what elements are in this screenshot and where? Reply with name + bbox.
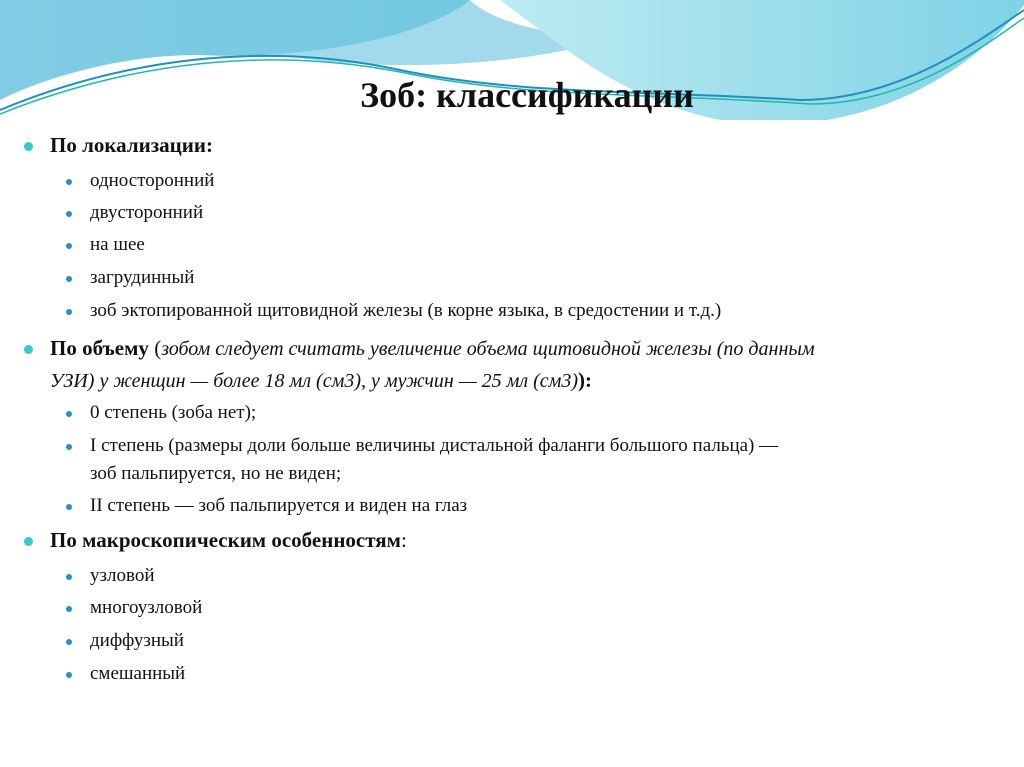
section-note-line bbox=[50, 368, 592, 393]
paren: ): bbox=[578, 368, 593, 392]
section-heading: По макроскопическим особенностям bbox=[50, 528, 401, 552]
section-heading: По объему bbox=[50, 336, 149, 360]
section-heading-line bbox=[50, 336, 815, 361]
slide-title: Зоб: классификации bbox=[360, 75, 694, 115]
bullet-icon bbox=[66, 276, 72, 282]
paren: ( bbox=[148, 336, 162, 360]
section-note: УЗИ) у женщин — более 18 мл (см3), у мужчин — 25 мл (см3) bbox=[50, 370, 579, 392]
list-item: II степень — зоб пальпируется и виден на глаз bbox=[90, 495, 468, 516]
bullet-icon bbox=[66, 672, 72, 678]
bullet-icon bbox=[66, 179, 72, 185]
colon: : bbox=[400, 528, 407, 552]
section-heading-line bbox=[50, 528, 407, 553]
bullet-icon bbox=[24, 537, 33, 546]
bullet-icon bbox=[66, 211, 72, 217]
bullet-icon bbox=[66, 504, 72, 510]
list-item: I степень (размеры доли больше величины дистальной фаланги большого пальца) — bbox=[90, 435, 779, 456]
bullet-icon bbox=[66, 574, 72, 580]
bullet-icon bbox=[66, 243, 72, 249]
bullet-icon bbox=[24, 345, 33, 354]
bullet-icon bbox=[66, 411, 72, 417]
list-item: многоузловой bbox=[90, 597, 203, 618]
list-item: зоб эктопированной щитовидной железы (в корне языка, в средостении и т.д.) bbox=[90, 300, 722, 321]
bullet-icon bbox=[66, 309, 72, 315]
list-item: двусторонний bbox=[90, 202, 204, 223]
bullet-icon bbox=[66, 639, 72, 645]
bullet-icon bbox=[66, 444, 72, 450]
list-item: на шее bbox=[90, 234, 145, 255]
list-item: 0 степень (зоба нет); bbox=[90, 402, 257, 423]
list-item: загрудинный bbox=[90, 267, 195, 288]
list-item: узловой bbox=[90, 565, 155, 586]
list-item: диффузный bbox=[90, 630, 184, 651]
section-heading: По локализации: bbox=[50, 133, 213, 157]
section-note: зобом следует считать увеличение объема щитовидной железы (по данным bbox=[161, 338, 815, 360]
bullet-icon bbox=[66, 606, 72, 612]
list-item: смешанный bbox=[90, 663, 186, 684]
bullet-icon bbox=[24, 142, 33, 151]
list-item-continuation: зоб пальпируется, но не виден; bbox=[90, 463, 342, 484]
list-item: односторонний bbox=[90, 170, 215, 191]
